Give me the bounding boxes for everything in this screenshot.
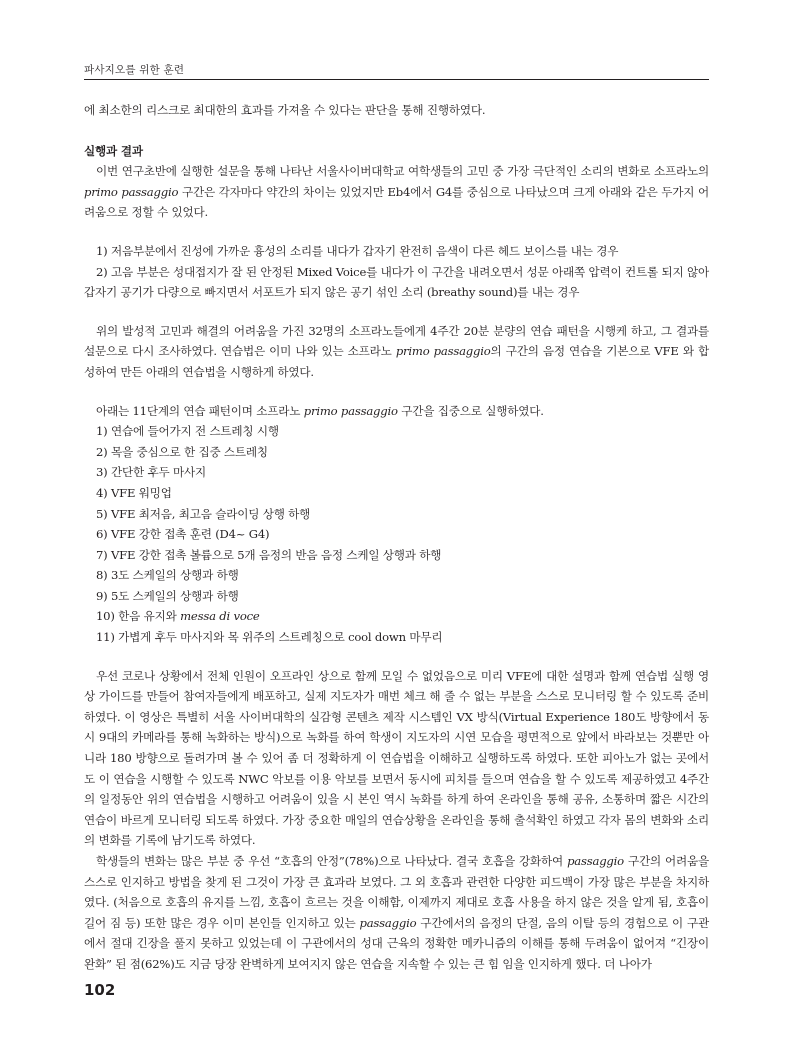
list-item: 10) 한음 유지와 messa di voce <box>96 609 260 624</box>
list-item: 1) 연습에 들어가지 전 스트레칭 시행 <box>96 424 279 439</box>
header-rule <box>84 79 709 80</box>
list-item: 8) 3도 스케일의 상행과 하행 <box>96 568 239 583</box>
body-text <box>84 100 709 975</box>
list-item: 9) 5도 스케일의 상행과 하행 <box>96 588 239 603</box>
list-item: 5) VFE 최저음, 최고음 슬라이딩 상행 하행 <box>96 506 311 521</box>
paragraph-2: 위의 발성적 고민과 해결의 어려움을 가진 32명의 소프라노들에게 4주간 20분 분량의 연습 패턴을 시행케 하고, 그 결과를 설문으로 다시 조사하였다. 연습법은 이미 나와 있는 소프라노 primo passaggio의 구간의 음정 연습을 기본으로 VFE 와 합성하여 만든 아래의 연습법을 시행하게 하였다. <box>84 323 709 379</box>
steps-intro: 아래는 11단계의 연습 패턴이며 소프라노 primo passaggio 구간을 집중으로 실행하였다. <box>96 403 544 418</box>
list-item: 3) 간단한 후두 마사지 <box>96 465 206 480</box>
list-item: 7) VFE 강한 접촉 볼륨으로 5개 음정의 반음 음정 스케일 상행과 하행 <box>96 547 442 562</box>
paragraph-3: 우선 코로나 상황에서 전체 인원이 오프라인 상으로 함께 모일 수 없었음으로 미리 VFE에 대한 설명과 함께 연습법 실행 영상 가이드를 만들어 참여자들에게 배포하고, 실제 지도자가 매번 체크 해 줄 수 없는 부분을 스스로 모니터링 할 수 있도록 준비하였다. 이 영상은 특별히 서울 사이버대학의 실감형 콘텐츠 제작 시스템인 VX 방식(Virtual Experience 180도 방향에서 동시 9대의 카메라를 통해 녹화하는 방식)으로 녹화를 하여 학생이 지도자의 시연 모습을 평면적으로 앞에서 바라보는 것뿐만 아니라 180 방향으로 돌려가며 볼 수 있어 좀 더 정확하게 이 연습법을 이해하고 실행하도록 하였다. 또한 피아노가 없는 곳에서도 이 연습을 시행할 수 있도록 NWC 악보를 이용 악보를 보면서 동시에 피치를 들으며 연습을 할 수 있도록 제공하였고 4주간의 일정동안 위의 연습법을 시행하고 어려움이 있을 시 본인 역시 녹화를 하게 하여 온라인을 통해 공유, 소통하며 짧은 시간의 연습이 바르게 모니터링 되도록 하였다. 가장 중요한 매일의 연습상황을 온라인을 통해 출석확인 하였고 각자 몸의 변화와 소리의 변화를 기록에 남기도록 하였다. <box>84 668 709 848</box>
intro-line: 에 최소한의 리스크로 최대한의 효과를 가져올 수 있다는 판단을 통해 진행하였다. <box>84 103 486 117</box>
list-item: 2) 고음 부분은 성대접지가 잘 된 안정된 Mixed Voice를 내다가 이 구간을 내려오면서 성문 아래쪽 압력이 컨트롤 되지 않아 갑자기 공기가 다량으로 빠지면서 서포트가 되지 않은 공기 섞인 소리 (breathy sound)를 내는 경우 <box>84 264 709 300</box>
list-item: 2) 목을 중심으로 한 집중 스트레칭 <box>96 444 268 459</box>
list-item: 4) VFE 워밍업 <box>96 485 172 500</box>
page-number: 102 <box>84 981 116 999</box>
list-item: 6) VFE 강한 접촉 훈련 (D4~ G4) <box>96 527 270 542</box>
list-item: 1) 저음부분에서 진성에 가까운 흉성의 소리를 내다가 갑자기 완전히 음색이 다른 헤드 보이스를 내는 경우 <box>96 243 619 258</box>
paragraph-4: 학생들의 변화는 많은 부분 중 우선 “호흡의 안정”(78%)으로 나타났다. 결국 호흡을 강화하여 passaggio 구간의 어려움을 스스로 인지하고 방법을 찾게 된 그것이 가장 큰 효과라 보였다. 그 외 호흡과 관련한 다양한 피드백이 가장 많은 부분을 차지하였다. (처음으로 호흡의 유지를 느낌, 호흡이 흐르는 것을 이해함, 이제까지 제대로 호흡 사용을 하지 않은 것을 알게 됨, 호흡이 길어 짐 등) 또한 많은 경우 이미 본인들 인지하고 있는 passaggio 구간에서의 음정의 단절, 음의 이탈 등의 경험으로 이 구관에서 절대 긴장을 풀지 못하고 있었는데 이 구관에서의 성대 근육의 정확한 메카니즘의 이해를 통해 두려움이 없어져 “긴장이 완화” 된 점(62%)도 지금 당장 완벽하게 보여지지 않은 연습을 지속할 수 있는 큰 힘 임을 인지하게 했다. 더 나아가 <box>84 854 710 971</box>
steps-list <box>84 421 709 648</box>
condition-list <box>84 241 709 303</box>
paragraph-1: 이번 연구초반에 실행한 설문을 통해 나타난 서울사이버대학교 여학생들의 고민 중 가장 극단적인 소리의 변화로 소프라노의 primo passaggio 구간은 각자마다 약간의 차이는 있었지만 Eb4에서 G4를 중심으로 나타났으며 크게 아래와 같은 두가지 어려움으로 정할 수 있었다. <box>84 164 709 220</box>
section-heading: 실행과 결과 <box>84 143 143 158</box>
running-header: 파사지오를 위한 훈련 <box>84 64 185 76</box>
list-item: 11) 가볍게 후두 마사지와 목 위주의 스트레칭으로 cool down 마무리 <box>96 630 443 645</box>
